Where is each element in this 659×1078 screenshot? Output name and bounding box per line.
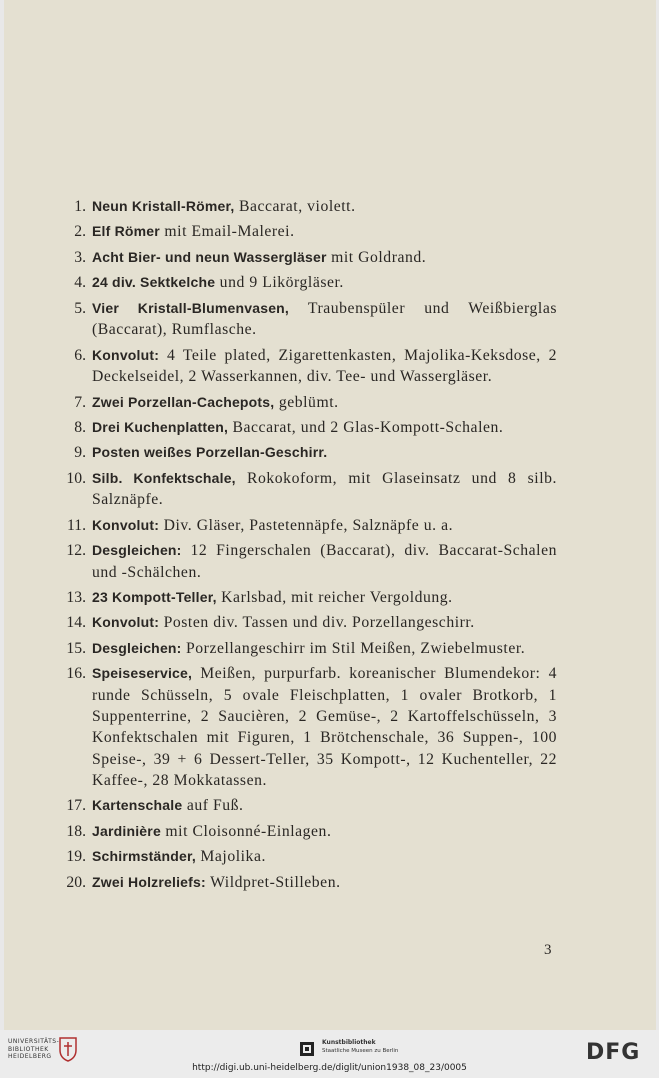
entry-title: Schirmständer, [92, 848, 196, 865]
entry-body [92, 638, 557, 659]
entry-description: Baccarat, violett. [234, 198, 356, 215]
kb-title: Kunstbibliothek [322, 1039, 376, 1046]
university-library-label [8, 1038, 59, 1061]
entry-number: 19. [66, 848, 86, 866]
entry-description: 4 Teile plated, Zigarettenkasten, Majolika-Keksdose, 2 Deckelseidel, 2 Wasserkannen, div. Tee- und Wassergläser. [92, 346, 557, 386]
entry-description: und 9 Likörgläser. [215, 274, 344, 292]
catalog-entry [62, 872, 557, 893]
catalog-entry [62, 638, 557, 659]
entry-number: 18. [66, 822, 86, 840]
entry-title: Drei Kuchenplatten, [92, 418, 229, 435]
kunstbibliothek-mark-icon [300, 1042, 314, 1056]
entry-title: Elf Römer [92, 223, 160, 240]
catalog-entry [62, 272, 557, 293]
catalog-entry [62, 587, 557, 608]
entry-title: Desgleichen: [92, 542, 182, 559]
dfg-logo: DFG [586, 1040, 641, 1065]
entry-body [92, 442, 557, 463]
university-line-1: UNIVERSITÄTS- [8, 1038, 60, 1045]
catalog-entry [62, 795, 557, 816]
entry-number: 14. [66, 614, 86, 632]
entry-body [92, 196, 557, 217]
entry-title: Acht Bier- und neun Wassergläser [92, 248, 327, 265]
entry-description: Majolika. [195, 848, 266, 866]
catalog-entry [62, 846, 557, 867]
entry-number: 4. [74, 274, 86, 292]
entry-number: 2. [74, 223, 86, 241]
entry-title: Zwei Holzreliefs: [92, 873, 206, 890]
entry-body [92, 846, 557, 867]
entry-title: Vier Kristall-Blumenvasen, [92, 299, 290, 316]
entry-number: 17. [66, 797, 86, 815]
entry-title: Kartenschale [92, 797, 183, 814]
catalog-entry [62, 612, 557, 633]
entry-number: 12. [66, 542, 86, 560]
entry-title: Konvolut: [92, 516, 160, 533]
source-url[interactable]: http://digi.ub.uni-heidelberg.de/diglit/union1938_08_23/0005 [192, 1063, 467, 1073]
catalog-entry [62, 515, 557, 536]
entry-description: Posten div. Tassen und div. Porzellangeschirr. [159, 614, 475, 632]
entry-description: Traubenspüler und Weißbierglas (Baccarat), Rumflasche. [92, 299, 557, 339]
entry-body [92, 540, 557, 583]
entry-title: Posten weißes Porzellan-Geschirr. [92, 444, 328, 461]
entry-number: 10. [66, 469, 86, 487]
entry-title: Neun Kristall-Römer, [92, 198, 235, 214]
catalog-entry [62, 540, 557, 583]
entry-description: mit Goldrand. [326, 248, 427, 266]
entry-title: Zwei Porzellan-Cachepots, [92, 393, 275, 410]
entry-body [92, 612, 557, 633]
catalog-entry [62, 345, 557, 388]
entry-number: 6. [74, 346, 86, 364]
entry-body [92, 272, 557, 293]
entry-body [92, 587, 557, 608]
entry-number: 8. [74, 418, 86, 436]
entry-number: 9. [74, 444, 86, 462]
entry-description: Karlsbad, mit reicher Vergoldung. [216, 589, 453, 606]
university-line-3: HEIDELBERG [8, 1053, 52, 1060]
entry-body [92, 392, 557, 413]
entry-title: 23 Kompott-Teller, [92, 589, 217, 605]
entry-title: Konvolut: [92, 614, 160, 631]
catalog-entry [62, 468, 557, 511]
entry-title: Speiseservice, [92, 665, 193, 682]
kunstbibliothek-logo [300, 1039, 398, 1056]
entry-number: 5. [74, 299, 86, 317]
entry-title: Silb. Konfektschale, [92, 469, 236, 486]
entry-body [92, 872, 557, 893]
entry-body [92, 663, 557, 791]
entry-body [92, 221, 557, 242]
entry-body [92, 795, 557, 816]
entry-number: 15. [66, 639, 86, 657]
entry-number: 13. [66, 589, 86, 606]
entry-body [92, 298, 557, 341]
catalog-entry [62, 442, 557, 463]
entry-body [92, 821, 557, 842]
entry-body [92, 247, 557, 268]
page-number: 3 [544, 942, 552, 958]
entry-title: Konvolut: [92, 346, 160, 363]
entry-description: Wildpret-Stilleben. [205, 873, 341, 891]
entry-title: Jardinière [92, 822, 161, 839]
entry-description: Rokokoform, mit Glaseinsatz und 8 silb. Salznäpfe. [92, 469, 557, 509]
university-seal-icon [57, 1036, 79, 1062]
entry-title: Desgleichen: [92, 639, 182, 656]
entry-description: 12 Fingerschalen (Baccarat), div. Baccarat-Schalen und -Schälchen. [92, 542, 557, 581]
entry-description: mit Cloisonné-Einlagen. [160, 822, 332, 840]
scanned-page [4, 0, 656, 1030]
catalog-entry [62, 821, 557, 842]
entry-number: 16. [66, 665, 86, 683]
entry-description: Porzellangeschirr im Stil Meißen, Zwiebelmuster. [181, 639, 526, 657]
entry-body [92, 515, 557, 536]
footer-bar [0, 1030, 659, 1078]
entry-number: 11. [66, 516, 86, 534]
entry-description: mit Email-Malerei. [159, 223, 295, 241]
entry-number: 1. [74, 198, 86, 215]
catalog-entry [62, 221, 557, 242]
university-line-2: BIBLIOTHEK [8, 1045, 49, 1053]
catalog-entry [62, 298, 557, 341]
entry-description: Div. Gläser, Pastetennäpfe, Salznäpfe u. a. [159, 516, 454, 534]
entry-description: Meißen, purpurfarb. koreanischer Blumendekor: 4 runde Schüsseln, 5 ovale Fleischplatten, 1 ovaler Brotkorb, 1 Suppenterrine, 2 Saucièren, 2 Gemüse-, 2 Kartoffelschüsseln, 3 Konfektschalen mit Figuren, 1 Brötchenschale, 36 Suppen-, 100 Speise-, 39 + 6 Dessert-Teller, 35 Kompott-, 12 Kuchenteller, 22 Kaffee-, 28 Mokkatassen. [92, 665, 557, 789]
catalog-entry [62, 417, 557, 438]
entry-body [92, 345, 557, 388]
entry-number: 20. [66, 873, 86, 891]
entry-title: 24 div. Sektkelche [92, 274, 216, 291]
catalog-entry [62, 392, 557, 413]
catalog-entry [62, 196, 557, 217]
entry-body [92, 468, 557, 511]
catalog-entry [62, 247, 557, 268]
entry-description: auf Fuß. [182, 797, 244, 815]
entry-description: Baccarat, und 2 Glas-Kompott-Schalen. [228, 418, 504, 436]
entry-number: 3. [74, 248, 86, 266]
entry-description: geblümt. [274, 393, 339, 411]
catalog-entry [62, 663, 557, 791]
catalog-list [62, 196, 557, 897]
entry-number: 7. [74, 393, 86, 411]
kb-subtitle: Staatliche Museen zu Berlin [322, 1048, 399, 1054]
entry-body [92, 417, 557, 438]
